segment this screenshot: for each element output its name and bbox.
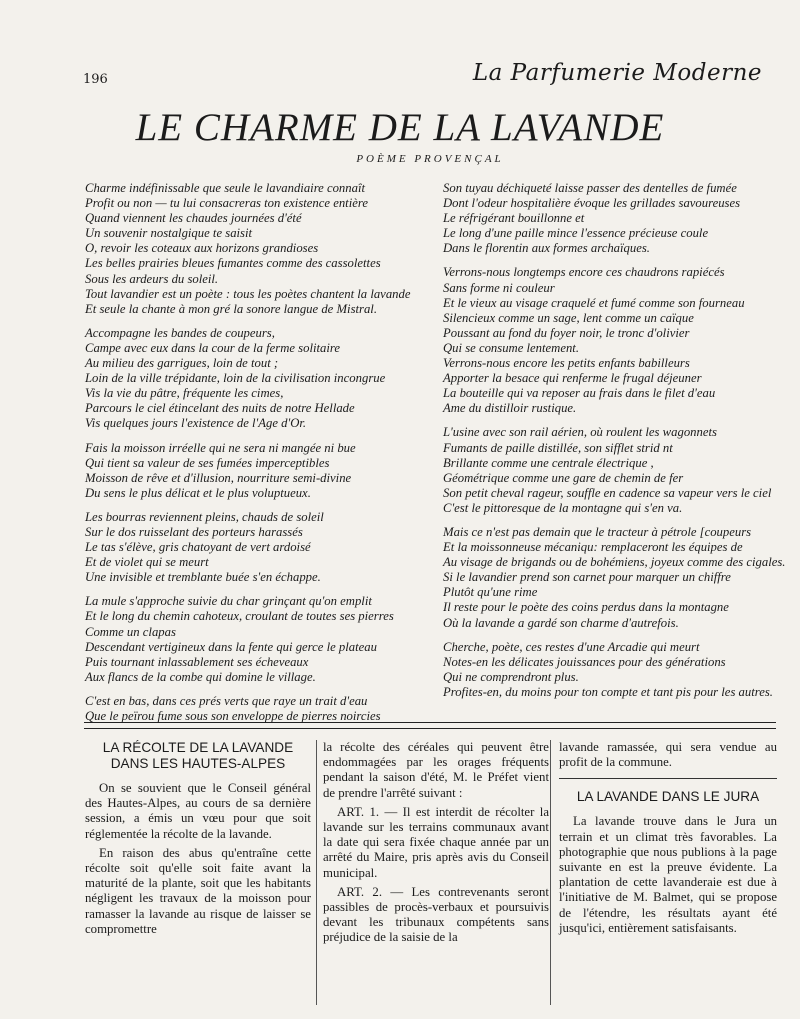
poem-line: Et seule la chante à mon gré la sonore langue de Mistral. — [85, 301, 378, 316]
poem-line: Fais la moisson irréelle qui ne sera ni mangée ni bue — [85, 440, 356, 455]
article-paragraph: On se souvient que le Conseil général des Hautes-Alpes, au cours de sa dernière session, a émis un vœu pour que soit réglementée la récolte de la lavande. — [85, 781, 311, 841]
article-recolte-column-2 — [323, 740, 549, 950]
poem-line: Silencieux comme un sage, lent comme un caïque — [443, 310, 694, 325]
poem-line: Ame du distilloir rustique. — [443, 401, 577, 416]
poem-line: Plutôt qu'une rime — [443, 585, 538, 600]
poem-line: Descendant vertigineux dans la fente qui gerce le plateau — [85, 639, 377, 654]
poem-line: Une invisible et tremblante buée s'en échappe. — [85, 570, 321, 585]
poem-line: Loin de la ville trépidante, loin de la civilisation incongrue — [85, 371, 386, 386]
poem-line: Du sens le plus délicat et le plus voluptueux. — [85, 485, 311, 500]
article-text: — Les contrevenants seront passibles de procès-verbaux et poursuivis devant les tribunaux compétents sans préjudice de la saisie de la — [323, 884, 549, 945]
poem-line: Cherche, poète, ces restes d'une Arcadie qui meurt — [443, 639, 700, 654]
poem-line: Le long d'une paille mince l'essence précieuse coule — [443, 226, 709, 241]
poem-stanza — [85, 694, 425, 724]
poem-line: Où la lavande a gardé son charme d'autrefois. — [443, 615, 679, 630]
poem-line: Moisson de rêve et d'illusion, nourriture semi-divine — [85, 470, 352, 485]
heading-line: LA RÉCOLTE DE LA LAVANDE — [102, 740, 294, 755]
poem-line: Comme un clapas — [85, 624, 176, 639]
poem-line: Apporter la besace qui renferme le frugal déjeuner — [443, 371, 702, 386]
poem-line: Vis la vie du pâtre, fréquente les cimes, — [85, 386, 284, 401]
poem-stanza — [85, 441, 425, 501]
article-column-3 — [559, 740, 777, 940]
poem-line: Vis quelques jours l'existence de l'Age d'Or. — [85, 416, 307, 431]
poem-title: LE CHARME DE LA LAVANDE — [135, 106, 665, 149]
article-paragraph: La lavande trouve dans le Jura un terrain et un climat très favorables. La photographie que nous publions à la page suivante en est la preuve évidente. La plantation de cette lavanderaie est due à l'initiative de M. Balmet, qui se propose de l'étendre, les résultats ayant été jusqu'ici, entièrement satisfaisants. — [559, 814, 777, 935]
article-recolte-column-1 — [85, 740, 311, 941]
column-rule — [316, 740, 317, 1005]
poem-line: Si le lavandier prend son carnet pour marquer un chiffre — [443, 570, 731, 585]
poem-line: Verrons-nous longtemps encore ces chaudrons rapiécés — [443, 265, 725, 280]
poem-line: Sous les ardeurs du soleil. — [85, 271, 219, 286]
poem-line: La bouteille qui va reposer au frais dans le filet d'eau — [443, 386, 716, 401]
masthead-logo: La Parfumerie Moderne — [472, 60, 762, 86]
poem-line: Accompagne les bandes de coupeurs, — [85, 325, 275, 340]
article-paragraph: En raison des abus qu'entraîne cette récolte soit qu'elle soit faite avant la maturité de la plante, soit que les habitants négligent les travaux de la moisson pour ramasser la lavande au risque de laisser se compromettre — [85, 845, 311, 936]
poem-left-column — [85, 181, 425, 733]
poem-line: Le réfrigérant bouillonne et — [443, 211, 585, 226]
page-number: 196 — [83, 72, 108, 87]
poem-line: Qui ne comprendront plus. — [443, 669, 579, 684]
heading-line: DANS LES HAUTES-ALPES — [110, 756, 286, 771]
poem-line: Au milieu des garrigues, loin de tout ; — [85, 356, 279, 371]
article-paragraph — [323, 805, 549, 881]
poem-line: La mule s'approche suivie du char grinçant qu'on emplit — [85, 594, 372, 609]
poem-line: Il reste pour le poète des coins perdus dans la montagne — [443, 600, 729, 615]
poem-line: Dont l'odeur hospitalière évoque les grillades savoureuses — [443, 196, 741, 211]
poem-line: Campe avec eux dans la cour de la ferme solitaire — [85, 340, 340, 355]
poem-line: Et le long du chemin cahoteux, croulant de toutes ses pierres — [85, 609, 394, 624]
poem-line: Profites-en, du moins pour ton compte et tant pis pour les autres. — [443, 684, 773, 699]
poem-line: Quand viennent les chaudes journées d'été — [85, 211, 302, 226]
poem-stanza — [443, 425, 783, 516]
poem-line: L'usine avec son rail aérien, où roulent les wagonnets — [443, 425, 717, 440]
poem-line: Verrons-nous encore les petits enfants babilleurs — [443, 356, 690, 371]
article-separator — [559, 778, 777, 779]
poem-line: Tout lavandier est un poète : tous les poètes chantent la lavande — [85, 286, 411, 301]
poem-line: Profit ou non — tu lui consacreras ton existence entière — [85, 196, 368, 211]
poem-line: Parcours le ciel étincelant des nuits de notre Hellade — [85, 401, 355, 416]
poem-stanza — [85, 326, 425, 432]
poem-line: Qui tient sa valeur de ses fumées imperceptibles — [85, 455, 330, 470]
poem-line: Un souvenir nostalgique te saisit — [85, 226, 253, 241]
poem-line: Son tuyau déchiqueté laisse passer des dentelles de fumée — [443, 181, 737, 195]
poem-line: Géométrique comme une gare de chemin de fer — [443, 470, 684, 485]
poem-line: Charme indéfinissable que seule le lavandiaire connaît — [85, 181, 366, 195]
poem-stanza — [443, 181, 783, 256]
poem-line: Sur le dos ruisselant des porteurs harassés — [85, 524, 303, 539]
poem-right-column — [443, 181, 786, 709]
poem-line: Notes-en les délicates jouissances pour des générations — [443, 654, 726, 669]
poem-line: Dans le florentin aux formes archaïques. — [443, 241, 650, 256]
column-rule — [550, 740, 551, 1005]
poem-stanza — [443, 265, 783, 416]
poem-stanza — [85, 181, 425, 317]
poem-line: Mais ce n'est pas demain que le tracteur à pétrole [coupeurs — [443, 524, 752, 539]
poem-subtitle: POÈME PROVENÇAL — [356, 153, 504, 165]
poem-stanza — [85, 510, 425, 585]
poem-stanza — [85, 594, 425, 685]
poem-line: Et la moissonneuse mécaniqu: remplaceront les équipes de — [443, 540, 743, 555]
article-label: ART. 1. — [337, 804, 380, 819]
poem-line: Poussant au fond du foyer noir, le tronc d'olivier — [443, 325, 690, 340]
poem-line: Brillante comme une centrale électrique , — [443, 455, 654, 470]
poem-line: Et de violet qui se meurt — [85, 555, 209, 570]
poem-line: C'est en bas, dans ces prés verts que raye un trait d'eau — [85, 693, 368, 708]
poem-line: O, revoir les coteaux aux horizons grandioses — [85, 241, 319, 256]
article-paragraph: lavande ramassée, qui sera vendue au profit de la commune. — [559, 740, 777, 770]
section-divider — [84, 722, 776, 729]
poem-line: Son petit cheval rageur, souffle en cadence sa vapeur vers le ciel — [443, 485, 772, 500]
article-heading: LA LAVANDE DANS LE JURA — [576, 789, 760, 805]
article-text: — Il est interdit de récolter la lavande sur les terrains communaux avant la date qui sera fixée chaque année par un arrêté du Maire, pris après avis du Conseil municipal. — [323, 804, 550, 880]
article-paragraph — [323, 885, 549, 946]
article-heading — [85, 740, 311, 772]
poem-line: Que le peïrou fume sous son enveloppe de pierres noircies — [85, 709, 381, 723]
article-label: ART. 2. — [337, 884, 383, 899]
poem-line: C'est le pittoresque de la montagne qui s'en va. — [443, 500, 683, 515]
poem-line: Les bourras reviennent pleins, chauds de soleil — [85, 509, 324, 524]
poem-line: Aux flancs de la combe qui domine le village. — [85, 669, 316, 684]
poem-line: Au visage de brigands ou de bohémiens, joyeux comme des cigales. — [443, 555, 786, 570]
poem-line: Qui se consume lentement. — [443, 340, 580, 355]
poem-stanza — [443, 524, 786, 631]
poem-line: Les belles prairies bleues fumantes comme des cassolettes — [85, 256, 381, 271]
poem-line: Le tas s'élève, gris chatoyant de vert ardoisé — [85, 540, 311, 555]
poem-line: Fumants de paille distillée, son sifflet strid nt — [443, 440, 673, 455]
poem-line: Et le vieux au visage craquelé et fumé comme son fourneau — [443, 295, 745, 310]
article-paragraph: la récolte des céréales qui peuvent être endommagées par les orages fréquents pendant la saison d'été, M. le Préfet vient de prendre l'arrêté suivant : — [323, 740, 549, 800]
poem-stanza — [443, 640, 783, 700]
poem-line: Sans forme ni couleur — [443, 280, 555, 295]
poem-line: Puis tournant inlassablement ses écheveaux — [85, 654, 309, 669]
